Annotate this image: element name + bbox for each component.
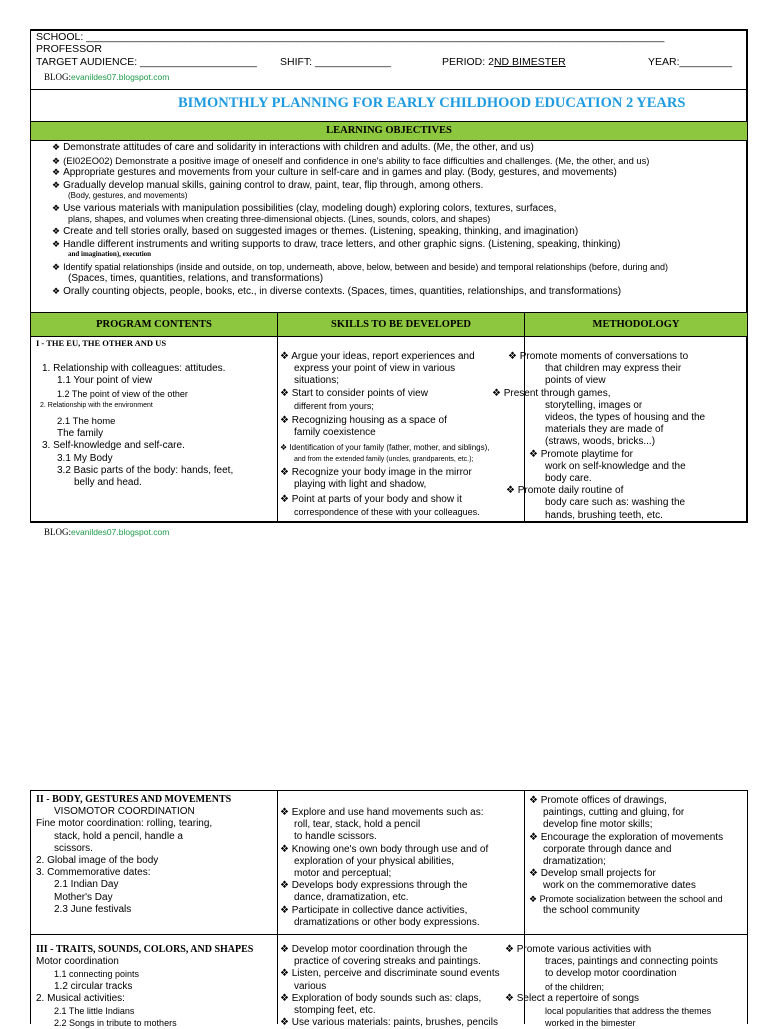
objective-item: ❖ (EI02EO02) Demonstrate a positive image of oneself and confidence in one's ability to face difficulties and challenges. (Me, the other, and us): [52, 155, 650, 166]
blog-link-top[interactable]: [44, 72, 169, 82]
section3-methodology: ❖ Promote various activities with traces, paintings and connecting points to develop motor coordination of the children; ❖ Select a repertoire of songs local popularities that address the themes worked in the bimester: [505, 944, 718, 1029]
section1-heading: I - THE EU, THE OTHER AND US: [36, 338, 167, 348]
period-underlined: ND BIMESTER: [493, 56, 566, 68]
objective-item: ❖ Identify spatial relationships (inside and outside, on top, underneath, above, below, between and beside) and temporal relationships (before, during and) (Spaces, times, quantities, relations, and transformations): [52, 262, 668, 284]
table-col-divider-1: [277, 313, 278, 522]
objectives-bar-top: [30, 121, 748, 122]
objectives-title: LEARNING OBJECTIVES: [326, 125, 452, 136]
blog-url: evanildes07.blogspot.com: [71, 527, 170, 537]
header-program-contents: PROGRAM CONTENTS: [96, 319, 212, 330]
section3-skills: ❖ Develop motor coordination through the practice of covering streaks and paintings. ❖ Listen, perceive and discriminate sound events various ❖ Exploration of body sounds such as: claps, stomping feet, etc. ❖ Use various materials: paints, brushes, pencils: [280, 944, 500, 1029]
period-prefix: PERIOD: 2: [442, 56, 494, 68]
objective-item: ❖ Appropriate gestures and movements from your culture in self-care and in games and play. (Body, gestures, and movements): [52, 167, 617, 178]
objective-item: ❖ Handle different instruments and writing supports to draw, trace letters, and other graphic signs. (Listening, speaking, thinking) and imagination), execution: [52, 239, 621, 258]
objective-item: ❖ Orally counting objects, people, books, etc., in diverse contexts. (Spaces, times, quantities, relationships, and transformations): [52, 286, 622, 297]
section2-skills: ❖ Explore and use hand movements such as: roll, tear, stack, hold a pencil to handle scissors. ❖ Knowing one's own body through use and of exploration of your physical abilities, motor and perceptual; ❖ Develops body expressions through the dance, dramatization, etc. ❖ Participate in collective dance activities, dramatizations or other body expressions.: [280, 807, 489, 928]
section1-methodology: ❖ Promote moments of conversations to that children may express their points of view ❖ Present through games, storytelling, images or videos, the types of housing and the materials they are made of (straws, woods, bricks...) ❖ Promote playtime for work on self-knowledge and the body care. ❖ Promote daily routine of body care such as: washing the hands, brushing teeth, etc.: [492, 351, 706, 521]
school-field[interactable]: SCHOOL: ___________________________________________________________________________________________________: [36, 31, 665, 43]
target-audience-field[interactable]: TARGET AUDIENCE: ____________________: [36, 56, 257, 68]
objective-item: ❖ Use various materials with manipulation possibilities (clay, modeling dough) exploring colors, textures, surfaces, plans, shapes, and volumes when creating three-dimensional objects. (Lines, sounds, colors, and shapes): [52, 203, 557, 224]
objective-item: ❖ Create and tell stories orally, based on suggested images or themes. (Listening, speaking, thinking, and imagination): [52, 226, 579, 237]
period-field[interactable]: [442, 56, 566, 68]
blog-label: BLOG:: [44, 527, 71, 537]
blog-url: evanildes07.blogspot.com: [71, 72, 170, 82]
page2-col-divider-1: [277, 790, 278, 1024]
section2-methodology: ❖ Promote offices of drawings, paintings, cutting and gluing, for develop fine motor skills; ❖ Encourage the exploration of movements corporate through dance and dramatization; ❖ Develop small projects for work on the commemorative dates ❖ Promote socialization between the school and the school community: [529, 795, 724, 916]
objectives-bar-bottom: [30, 140, 748, 141]
section2-contents: II - BODY, GESTURES AND MOVEMENTS VISOMOTOR COORDINATION Fine motor coordination: rolling, tearing, stack, hold a pencil, handle a scissors. 2. Global image of the body 3. Commemorative dates: 2.1 Indian Day Mother's Day 2.3 June festivals: [36, 794, 274, 932]
page2-left-border: [30, 790, 31, 1024]
objective-item: ❖ Demonstrate attitudes of care and solidarity in interactions with children and adults. (Me, the other, and us): [52, 142, 534, 153]
section1-contents: I - THE EU, THE OTHER AND US 1. Relationship with colleagues: attitudes. 1.1 Your point of view 1.2 The point of view of the other 2. Relationship with the environment 2.1 The home The family 3. Self-knowledge and self-care. 3.1 My Body 3.2 Basic parts of the body: hands, feet, belly and head.: [36, 337, 274, 521]
professor-field[interactable]: PROFESSOR: [36, 43, 102, 55]
objectives-title-bar: [31, 122, 747, 140]
section2-heading: II - BODY, GESTURES AND MOVEMENTS: [36, 794, 232, 805]
objective-item: ❖ Gradually develop manual skills, gaining control to draw, paint, tear, flip through, among others. (Body, gestures, and movements): [52, 180, 484, 200]
header-divider: [30, 89, 748, 90]
blog-label: BLOG:: [44, 72, 71, 82]
section1-skills: ❖ Argue your ideas, report experiences and express your point of view in various situations; ❖ Start to consider points of view different from yours; ❖ Recognizing housing as a space of family coexistence ❖ Identification of your family (father, mother, and siblings), and from the extended family (uncles, grandparents, etc.); ❖ Recognize your body image in the mirror playing with light and shadow, ❖ Point at parts of your body and show it correspondence of these with your colleagues.: [280, 351, 490, 518]
page-title: BIMONTHLY PLANNING FOR EARLY CHILDHOOD EDUCATION 2 YEARS: [178, 95, 686, 111]
header-methodology: METHODOLOGY: [592, 319, 680, 330]
section2-bottom-border: [30, 934, 748, 935]
section3-contents: III - TRAITS, SOUNDS, COLORS, AND SHAPES Motor coordination 1.1 connecting points 1.2 circular tracks 2. Musical activities: 2.1 The little Indians 2.2 Songs in tribute to mothers: [36, 944, 274, 1024]
blog-link-bottom[interactable]: [44, 527, 169, 537]
page2-top-border: [30, 790, 748, 791]
page1-right-border: [746, 29, 748, 522]
shift-field[interactable]: SHIFT: _____________: [280, 56, 391, 68]
header-skills: SKILLS TO BE DEVELOPED: [331, 319, 471, 330]
page2-right-border: [747, 790, 748, 1024]
section3-heading: III - TRAITS, SOUNDS, COLORS, AND SHAPES: [36, 944, 254, 955]
page1-left-border: [30, 29, 31, 522]
year-field[interactable]: YEAR:_________: [648, 56, 733, 68]
